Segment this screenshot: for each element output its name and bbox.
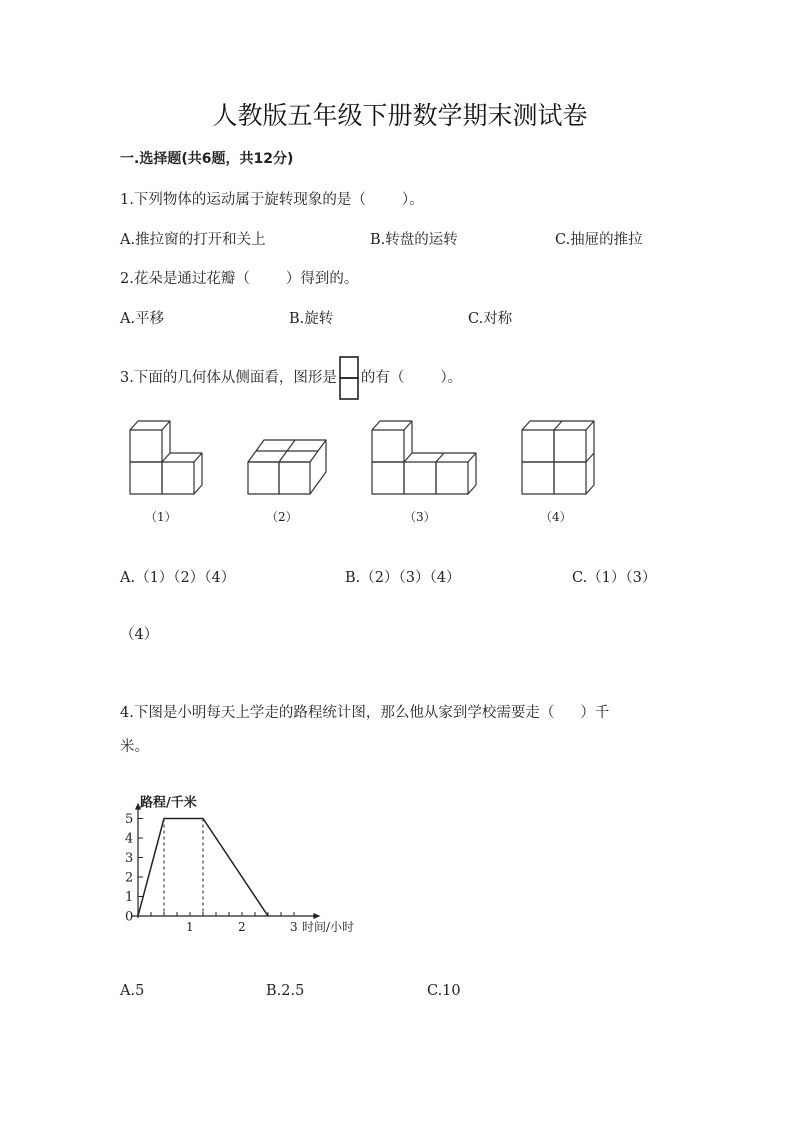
distance-time-chart bbox=[110, 786, 410, 946]
question-1-stem bbox=[120, 188, 424, 209]
x-tick-label: 2 bbox=[238, 920, 246, 934]
cube-figure-2 bbox=[248, 440, 326, 494]
question-3-option-c: C.（1）（3） bbox=[572, 570, 657, 586]
question-4-stem-line2: 米。 bbox=[120, 739, 149, 755]
y-tick-label: 5 bbox=[125, 812, 134, 827]
y-tick-label: 1 bbox=[125, 890, 134, 905]
question-4-stem-line1 bbox=[120, 701, 609, 722]
question-1-option-c: C.抽屉的推拉 bbox=[555, 232, 643, 248]
question-4-option-a: A.5 bbox=[120, 983, 145, 999]
figure-label-4: （4） bbox=[540, 510, 572, 524]
question-2-stem-post: ）得到的。 bbox=[285, 271, 359, 287]
question-4-option-b: B.2.5 bbox=[266, 983, 305, 999]
question-4-stem-post: ）千 bbox=[580, 705, 610, 721]
x-axis-label: 时间/小时 bbox=[302, 920, 355, 934]
y-axis-label: 路程/千米 bbox=[140, 795, 197, 811]
x-axis-arrow bbox=[313, 913, 320, 919]
two-square-column-icon bbox=[339, 356, 359, 400]
cube-figure-1 bbox=[130, 421, 202, 494]
question-3-stem-end: ）。 bbox=[440, 370, 463, 386]
cube-figure-4 bbox=[522, 421, 594, 494]
question-2-option-a: A.平移 bbox=[120, 311, 165, 327]
question-1-option-b: B.转盘的运转 bbox=[370, 232, 458, 248]
question-3-option-b: B.（2）（3）（4） bbox=[345, 570, 461, 586]
figure-label-3: （3） bbox=[404, 510, 436, 524]
y-tick-label: 3 bbox=[125, 851, 134, 866]
question-1-stem-pre: 1.下列物体的运动属于旋转现象的是（ bbox=[120, 192, 366, 208]
y-tick-label: 4 bbox=[125, 831, 134, 847]
question-2-stem bbox=[120, 267, 358, 288]
question-3-stem-post: 的有（ bbox=[360, 370, 405, 386]
question-2-option-b: B.旋转 bbox=[289, 311, 334, 327]
question-2-stem-pre: 2.花朵是通过花瓣（ bbox=[120, 271, 250, 287]
section-heading: 一.选择题(共6题，共12分) bbox=[120, 151, 294, 167]
question-1-stem-post: ）。 bbox=[401, 192, 424, 208]
cube-figures bbox=[120, 410, 610, 510]
figure-label-2: （2） bbox=[266, 510, 298, 524]
question-3-stem-pre: 3.下面的几何体从侧面看，图形是 bbox=[120, 370, 337, 386]
y-tick-label: 0 bbox=[125, 909, 134, 925]
question-3-option-c-wrap: （4） bbox=[120, 627, 159, 643]
question-2-option-c: C.对称 bbox=[468, 311, 513, 327]
page-title: 人教版五年级下册数学期末测试卷 bbox=[212, 101, 588, 130]
x-tick-label: 3 bbox=[290, 920, 298, 934]
question-3-stem bbox=[120, 356, 462, 400]
y-tick-label: 2 bbox=[125, 870, 134, 886]
x-tick-label: 1 bbox=[186, 920, 194, 934]
figure-label-1: （1） bbox=[145, 510, 177, 524]
question-4-stem-pre: 4.下图是小明每天上学走的路程统计图，那么他从家到学校需要走（ bbox=[120, 705, 555, 721]
cube-figure-3 bbox=[372, 421, 476, 494]
question-1-option-a: A.推拉窗的打开和关上 bbox=[120, 232, 266, 248]
question-4-option-c: C.10 bbox=[427, 983, 461, 999]
question-3-option-a: A.（1）（2）（4） bbox=[120, 570, 236, 586]
